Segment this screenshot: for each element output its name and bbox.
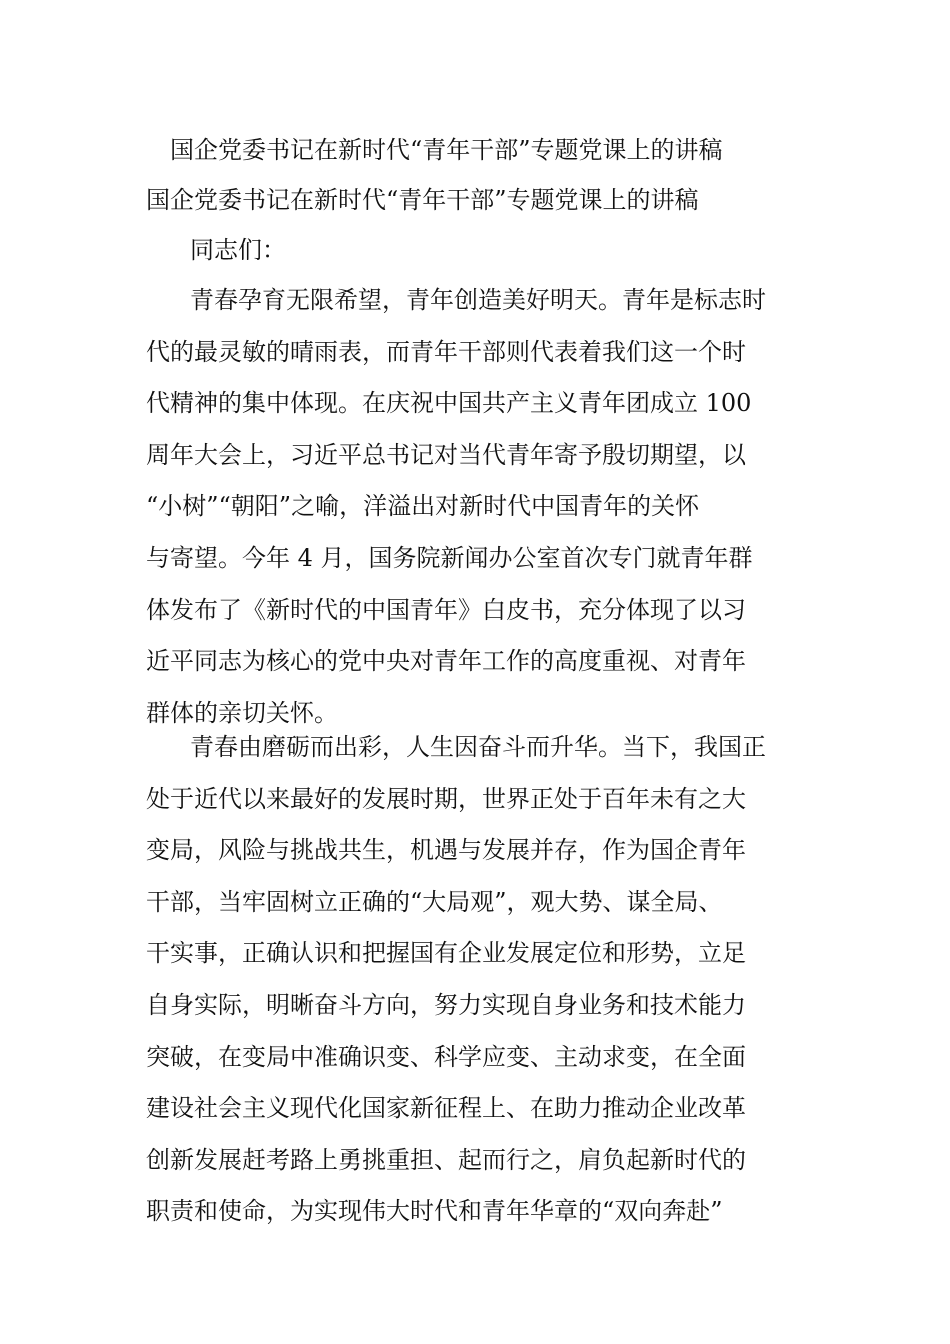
paragraph-line: 近平同志为核心的党中央对青年工作的高度重视、对青年 — [146, 647, 746, 676]
salutation: 同志们： — [190, 236, 286, 264]
paragraph-line: 体发布了《新时代的中国青年》白皮书，充分体现了以习 — [146, 595, 746, 624]
paragraph-2 — [146, 722, 826, 1238]
paragraph-line: 创新发展赶考路上勇挑重担、起而行之，肩负起新时代的 — [146, 1145, 746, 1174]
paragraph-line: 青春孕育无限希望，青年创造美好明天。青年是标志时 — [190, 286, 766, 314]
paragraph-line: 职责和使命，为实现伟大时代和青年华章的“双向奔赴” — [146, 1197, 723, 1226]
document-title: 国企党委书记在新时代“青年干部”专题党课上的讲稿 — [170, 136, 723, 164]
paragraph-line: 干部，当牢固树立正确的“大局观”，观大势、谋全局、 — [146, 887, 723, 916]
paragraph-line: 青春由磨砺而出彩，人生因奋斗而升华。当下，我国正 — [190, 733, 766, 761]
document-title-repeat: 国企党委书记在新时代“青年干部”专题党课上的讲稿 — [146, 186, 699, 214]
paragraph-line: 突破，在变局中准确识变、科学应变、主动求变，在全面 — [146, 1042, 746, 1071]
paragraph-line: 干实事，正确认识和把握国有企业发展定位和形势，立足 — [146, 939, 746, 968]
paragraph-line: 周年大会上，习近平总书记对当代青年寄予殷切期望，以 — [146, 440, 746, 469]
paragraph-line: 自身实际，明晰奋斗方向，努力实现自身业务和技术能力 — [146, 990, 746, 1019]
paragraph-line: 处于近代以来最好的发展时期，世界正处于百年未有之大 — [146, 784, 746, 813]
paragraph-line: 变局，风险与挑战共生，机遇与发展并存，作为国企青年 — [146, 836, 746, 865]
paragraph-1 — [146, 275, 826, 739]
paragraph-line: 代精神的集中体现。在庆祝中国共产主义青年团成立 100 — [146, 389, 752, 418]
paragraph-line: “小树”“朝阳”之喻，洋溢出对新时代中国青年的关怀 — [146, 492, 700, 521]
paragraph-line: 群体的亲切关怀。 — [146, 698, 338, 727]
paragraph-line: 代的最灵敏的晴雨表，而青年干部则代表着我们这一个时 — [146, 337, 746, 366]
paragraph-line: 建设社会主义现代化国家新征程上、在助力推动企业改革 — [146, 1094, 746, 1123]
paragraph-line: 与寄望。今年 4 月，国务院新闻办公室首次专门就青年群 — [146, 543, 753, 572]
